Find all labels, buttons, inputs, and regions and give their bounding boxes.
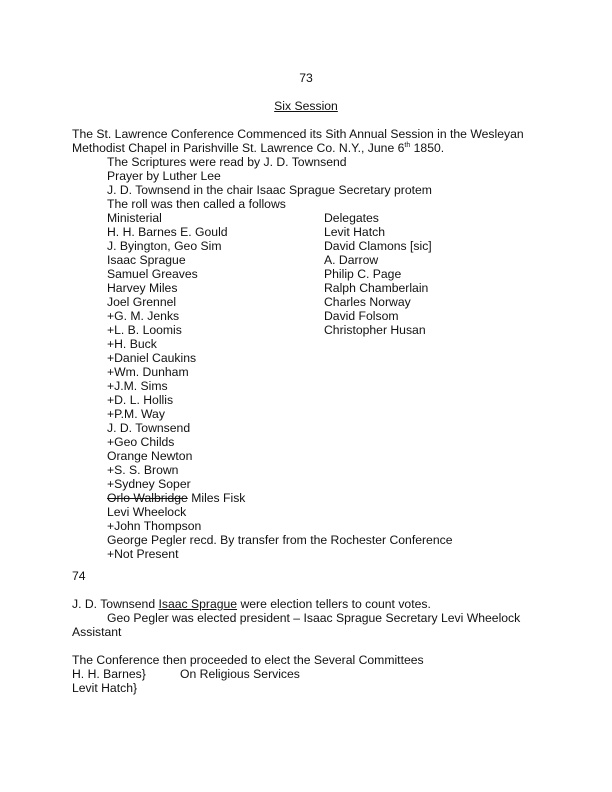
delegates-header: Delegates (324, 211, 379, 225)
intro-line-2 (72, 141, 444, 155)
scripture-line: The Scriptures were read by J. D. Townsend (107, 155, 347, 169)
page-number-74: 74 (72, 569, 86, 583)
replacement-name: Miles Fisk (187, 491, 246, 505)
list-item: Levit Hatch (324, 225, 385, 239)
ministerial-header: Ministerial (107, 211, 162, 225)
elected-line-2: Assistant (72, 625, 122, 639)
committee-title: On Religious Services (180, 667, 300, 681)
list-item: +S. S. Brown (107, 463, 179, 477)
list-item: Charles Norway (324, 295, 411, 309)
intro-year: 1850. (410, 141, 445, 155)
elected-line-1: Geo Pegler was elected president – Isaac Sprague Secretary Levi Wheelock (107, 611, 521, 625)
list-item: +D. L. Hollis (107, 393, 174, 407)
teller-name-underlined: Isaac Sprague (158, 597, 238, 611)
list-item: +Daniel Caukins (107, 351, 197, 365)
list-item: David Clamons [sic] (324, 239, 432, 253)
committee-row-name: Levit Hatch} (72, 681, 138, 695)
section-title (0, 99, 612, 113)
list-item (107, 491, 245, 505)
committee-row-name: H. H. Barnes} (72, 667, 146, 681)
list-item: +Wm. Dunham (107, 365, 189, 379)
chair-line: J. D. Townsend in the chair Isaac Sprague Secretary protem (107, 183, 432, 197)
list-item: Samuel Greaves (107, 267, 198, 281)
list-item: +Geo Childs (107, 435, 175, 449)
tellers-text: were election tellers to count votes. (237, 597, 431, 611)
list-item: George Pegler recd. By transfer from the Rochester Conference (107, 533, 453, 547)
list-item: +J.M. Sims (107, 379, 168, 393)
intro-line-1: The St. Lawrence Conference Commenced its Sith Annual Session in the Wesleyan (72, 127, 524, 141)
prayer-line: Prayer by Luther Lee (107, 169, 221, 183)
list-item: +L. B. Loomis (107, 323, 182, 337)
list-item: +H. Buck (107, 337, 157, 351)
committees-intro: The Conference then proceeded to elect the Several Committees (72, 653, 424, 667)
list-item: +Sydney Soper (107, 477, 191, 491)
footnote-not-present: +Not Present (107, 547, 179, 561)
roll-call-line: The roll was then called a follows (107, 197, 286, 211)
list-item: +P.M. Way (107, 407, 165, 421)
teller-name: J. D. Townsend (72, 597, 159, 611)
list-item: A. Darrow (324, 253, 379, 267)
date-ordinal: th (404, 142, 411, 149)
list-item: J. Byington, Geo Sim (107, 239, 222, 253)
list-item: H. H. Barnes E. Gould (107, 225, 228, 239)
list-item: Orange Newton (107, 449, 193, 463)
list-item: Isaac Sprague (107, 253, 186, 267)
list-item: Harvey Miles (107, 281, 178, 295)
list-item: Joel Grennel (107, 295, 177, 309)
list-item: J. D. Townsend (107, 421, 191, 435)
struck-name: Orlo Walbridge (107, 491, 188, 505)
section-title-text: Six Session (274, 99, 338, 113)
list-item: Philip C. Page (324, 267, 402, 281)
tellers-line (72, 597, 431, 611)
list-item: Levi Wheelock (107, 505, 187, 519)
list-item: Christopher Husan (324, 323, 426, 337)
list-item: David Folsom (324, 309, 399, 323)
list-item: +G. M. Jenks (107, 309, 180, 323)
page-number: 73 (299, 71, 313, 85)
list-item: Ralph Chamberlain (324, 281, 429, 295)
intro-text: Methodist Chapel in Parishville St. Lawrence Co. N.Y., June 6 (72, 141, 405, 155)
list-item: +John Thompson (107, 519, 202, 533)
